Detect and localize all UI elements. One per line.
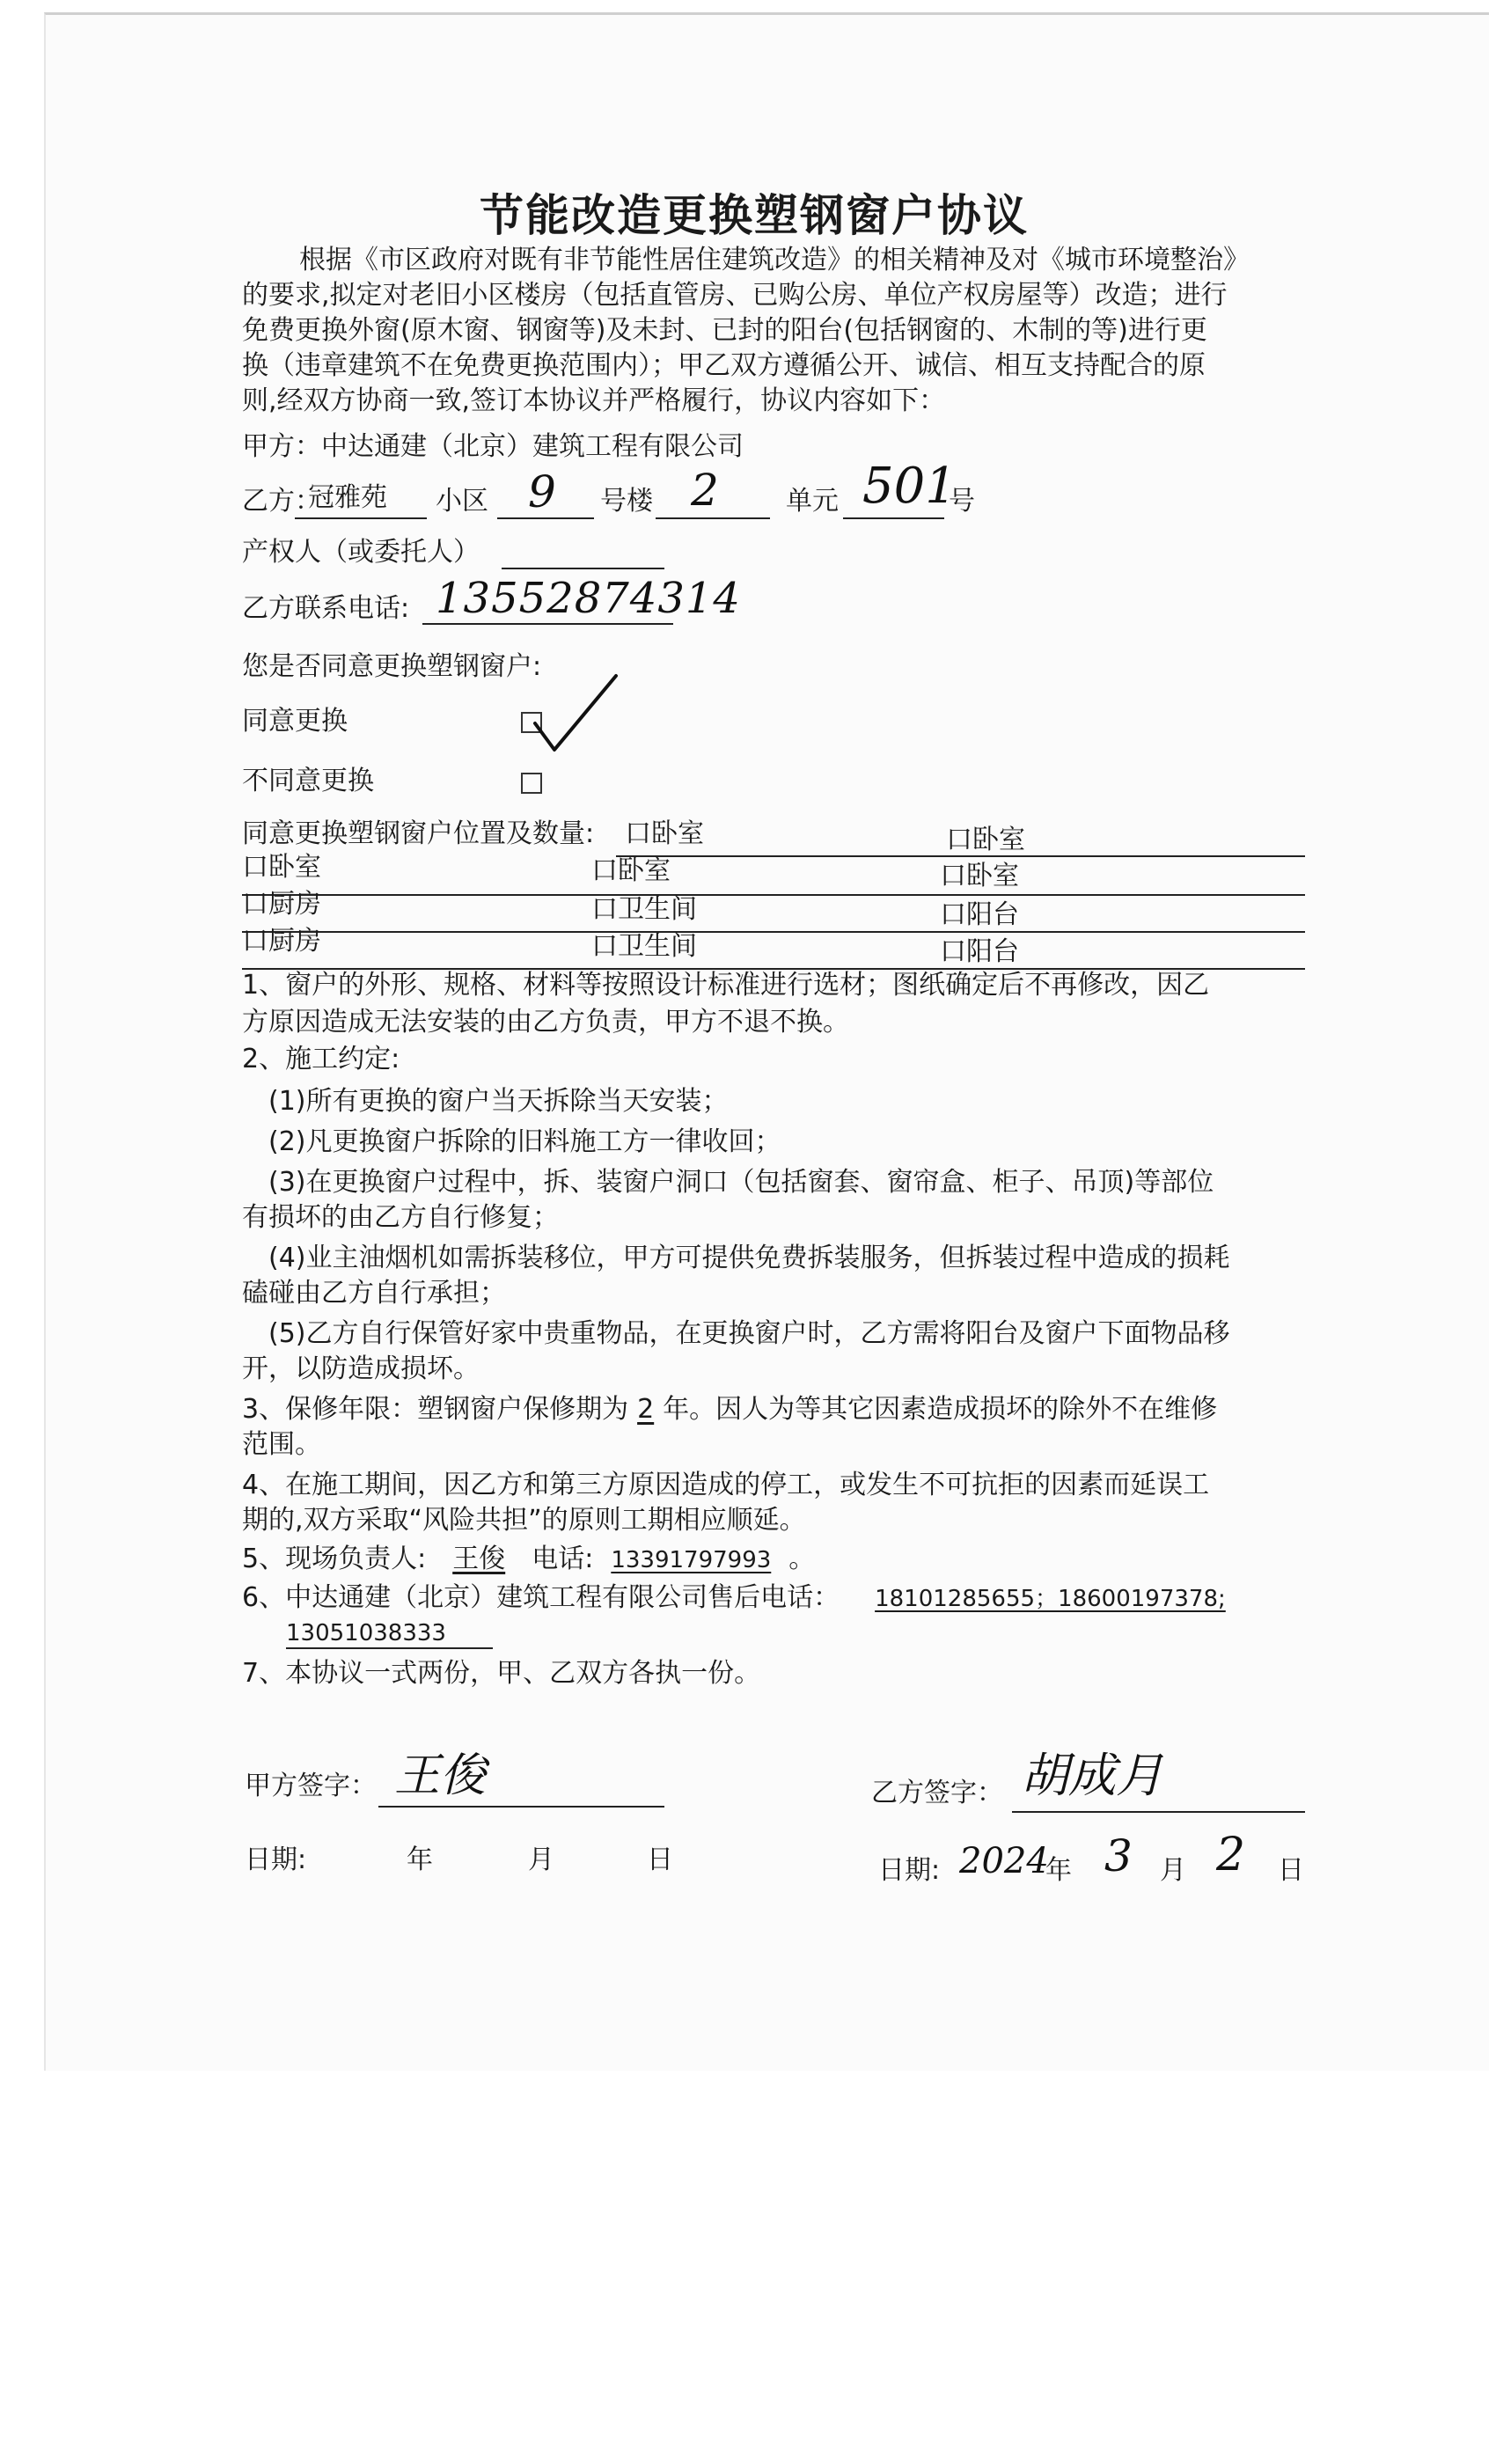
- disagree-checkbox[interactable]: [521, 773, 542, 794]
- clause-2-3-line-1: (3)在更换窗户过程中，拆、装窗户洞口（包括窗套、窗帘盒、柜子、吊顶)等部位: [268, 1167, 1214, 1198]
- clause-3-line-2: 范围。: [242, 1429, 321, 1460]
- party-b-sign-line: [1012, 1811, 1305, 1813]
- intro-line-2: 的要求,拟定对老旧小区楼房（包括直管房、已购公房、单位产权房屋等）改造；进行: [242, 280, 1228, 311]
- community-name: 冠雅苑: [308, 482, 387, 513]
- location-item: 口卧室: [242, 852, 321, 883]
- building-underline: [497, 517, 594, 519]
- owner-underline: [502, 568, 664, 569]
- intro-line-3: 免费更换外窗(原木窗、钢窗等)及未封、已封的阳台(包括钢窗的、木制的等)进行更: [242, 315, 1207, 346]
- after-sales-phone-3: 13051038333: [286, 1620, 446, 1646]
- site-manager-phone: 13391797993: [611, 1547, 772, 1573]
- intro-line-5: 则,经双方协商一致,签订本协议并严格履行，协议内容如下：: [242, 385, 946, 416]
- location-item: 口阳台: [940, 899, 1019, 930]
- building-suffix: 号楼: [600, 486, 653, 517]
- location-row-line: [242, 931, 1305, 933]
- clause-3-line-1: [242, 1392, 1217, 1427]
- community-underline: [295, 517, 427, 519]
- location-item: 口卧室: [625, 818, 704, 849]
- unit-suffix: 单元: [786, 486, 839, 517]
- clause-2-2: (2)凡更换窗户拆除的旧料施工方一律收回；: [268, 1126, 781, 1157]
- clause-7: 7、本协议一式两份，甲、乙双方各执一份。: [242, 1658, 761, 1689]
- clause-5: [242, 1542, 815, 1578]
- location-item: 口卫生间: [591, 931, 697, 962]
- party-b-date-label: 日期:: [878, 1855, 941, 1886]
- party-b-date-day-value: 2: [1216, 1829, 1246, 1881]
- location-item: 口厨房: [242, 889, 321, 920]
- clause-1-line-2: 方原因造成无法安装的由乙方负责，甲方不退不换。: [242, 1007, 849, 1038]
- clause-5-prefix: 5、现场负责人:: [242, 1544, 427, 1574]
- party-a-date-year: 年: [407, 1844, 433, 1875]
- party-b-sign-label: 乙方签字：: [871, 1778, 1003, 1808]
- building-number: 9: [528, 466, 556, 517]
- party-a-date-label: 日期:: [245, 1844, 307, 1875]
- party-a-signature: 王俊: [394, 1749, 487, 1802]
- clause-6-prefix: 6、中达通建（北京）建筑工程有限公司售后电话：: [242, 1582, 840, 1613]
- party-b-date-year-label: 年: [1045, 1855, 1072, 1886]
- clause-4-line-2: 期的,双方采取“风险共担”的原则工期相应顺延。: [242, 1505, 806, 1536]
- room-number: 501: [862, 458, 957, 515]
- party-b-signature: 胡成月: [1021, 1748, 1163, 1803]
- party-b-date-month-value: 3: [1104, 1830, 1133, 1881]
- clause-6: [242, 1580, 1226, 1617]
- clause-4-line-1: 4、在施工期间，因乙方和第三方原因造成的停工，或发生不可抗拒的因素而延误工: [242, 1470, 1210, 1500]
- question-label: 您是否同意更换塑钢窗户:: [242, 651, 542, 682]
- clause-2-4-line-1: (4)业主油烟机如需拆装移位，甲方可提供免费拆装服务，但拆装过程中造成的损耗: [268, 1243, 1230, 1273]
- location-row-line: [616, 855, 1305, 857]
- clause-5-phone-label: 电话:: [532, 1544, 594, 1574]
- intro-line-4: 换（违章建筑不在免费更换范围内）；甲乙双方遵循公开、诚信、相互支持配合的原: [242, 350, 1206, 381]
- clause-2-4-line-2: 磕碰由乙方自行承担；: [242, 1278, 506, 1309]
- clause-2-1: (1)所有更换的窗户当天拆除当天安装；: [268, 1086, 729, 1117]
- clause-3-suffix: 年。因人为等其它因素造成损坏的除外不在维修: [663, 1394, 1218, 1425]
- location-item: 口卧室: [591, 855, 671, 886]
- phone-3-underline: [286, 1647, 493, 1649]
- agree-label: 同意更换: [242, 706, 348, 737]
- party-a-date-month: 月: [528, 1844, 554, 1875]
- location-label: 同意更换塑钢窗户位置及数量:: [242, 818, 595, 849]
- location-item: 口厨房: [242, 926, 321, 957]
- party-b-date-year-value: 2024: [959, 1841, 1049, 1881]
- party-b-date-day-label: 日: [1278, 1855, 1304, 1886]
- room-suffix: 号: [949, 486, 975, 517]
- clause-2-5-line-1: (5)乙方自行保管好家中贵重物品，在更换窗户时，乙方需将阳台及窗户下面物品移: [268, 1318, 1230, 1349]
- party-a: 甲方：中达通建（北京）建筑工程有限公司: [242, 431, 744, 462]
- location-row-line: [242, 894, 1305, 896]
- room-underline: [843, 517, 944, 519]
- party-a-sign-line: [378, 1806, 664, 1808]
- location-item: 口卧室: [946, 825, 1025, 855]
- clause-2-3-line-2: 有损坏的由乙方自行修复；: [242, 1202, 559, 1233]
- clause-2: 2、施工约定:: [242, 1044, 400, 1074]
- location-item: 口卧室: [940, 861, 1019, 891]
- checkmark-icon: [528, 669, 625, 766]
- phone-value: 13552874314: [436, 574, 741, 623]
- warranty-years: 2: [637, 1394, 655, 1425]
- after-sales-phones: 18101285655；18600197378;: [875, 1586, 1226, 1612]
- document-title: 节能改造更换塑钢窗户协议: [480, 190, 1029, 241]
- clause-2-5-line-2: 开，以防造成损坏。: [242, 1353, 480, 1384]
- location-item: 口阳台: [940, 936, 1019, 967]
- phone-underline: [422, 623, 673, 625]
- clause-1-line-1: 1、窗户的外形、规格、材料等按照设计标准进行选材；图纸确定后不再修改，因乙: [242, 970, 1210, 1001]
- owner-label: 产权人（或委托人）: [242, 537, 480, 568]
- unit-underline: [656, 517, 770, 519]
- party-a-sign-label: 甲方签字：: [245, 1771, 377, 1801]
- party-b-date-month-label: 月: [1160, 1855, 1186, 1886]
- party-b-label: 乙方：: [242, 486, 321, 517]
- party-a-date-day: 日: [647, 1844, 673, 1875]
- site-manager-name: 王俊: [452, 1544, 506, 1574]
- clause-5-end: 。: [788, 1544, 816, 1574]
- intro-line-1: 根据《市区政府对既有非节能性居住建筑改造》的相关精神及对《城市环境整治》: [299, 245, 1250, 275]
- community-suffix: 小区: [436, 486, 488, 517]
- location-item: 口卫生间: [591, 894, 697, 925]
- clause-3-prefix: 3、保修年限：塑钢窗户保修期为: [242, 1394, 629, 1425]
- disagree-label: 不同意更换: [242, 766, 374, 796]
- unit-number: 2: [691, 465, 719, 516]
- phone-label: 乙方联系电话:: [242, 593, 410, 624]
